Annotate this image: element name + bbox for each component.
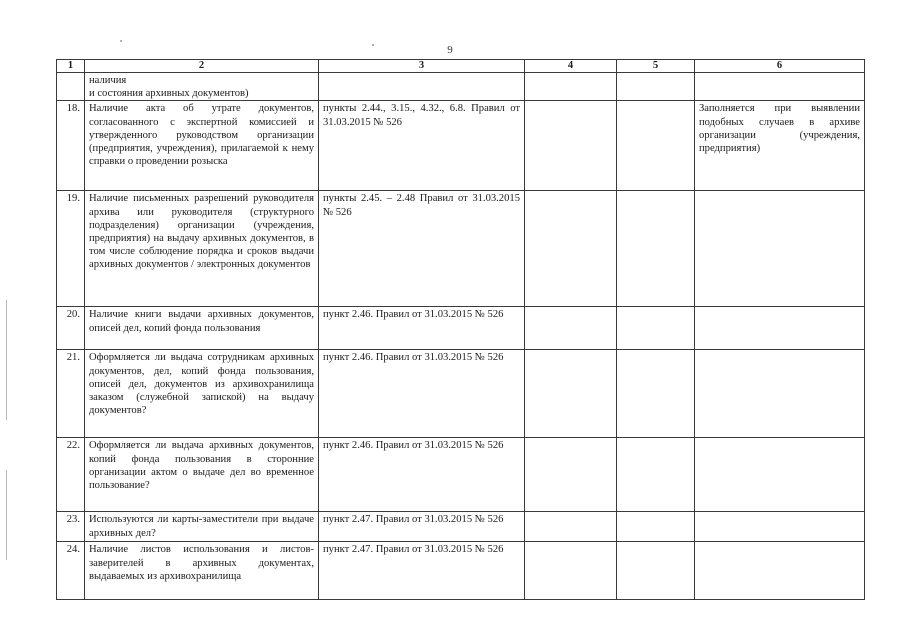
row-number	[57, 73, 85, 101]
result-cell-5	[617, 512, 695, 542]
page-number: 9	[447, 44, 453, 56]
header-row	[57, 60, 865, 73]
column-header-4: 4	[525, 60, 617, 73]
reference-cell: пункт 2.46. Правил от 31.03.2015 № 526	[319, 438, 525, 512]
result-cell-4	[525, 101, 617, 191]
row-number: 20.	[57, 307, 85, 350]
result-cell-4	[525, 512, 617, 542]
table-row	[57, 350, 865, 438]
scan-speck	[372, 44, 374, 46]
binding-edge-mark	[6, 300, 7, 420]
table-row	[57, 512, 865, 542]
result-cell-4	[525, 191, 617, 307]
requirement-cell: Оформляется ли выдача сотрудникам архивных документов, дел, копий фонда пользования, описей дел, документов из архивохранилища заказом (служебной запиской) на выдачу документов?	[85, 350, 319, 438]
requirement-cell: Наличие акта об утрате документов, согласованного с экспертной комиссией и утвержденного руководством организации (предприятия, учреждения), прилагаемой к нему справки о проведении розыска	[85, 101, 319, 191]
result-cell-5	[617, 542, 695, 600]
column-header-3: 3	[319, 60, 525, 73]
result-cell-4	[525, 73, 617, 101]
result-cell-4	[525, 438, 617, 512]
requirement-cell: Наличие листов использования и листов-заверителей в архивных документах, выдаваемых из архивохранилища	[85, 542, 319, 600]
result-cell-5	[617, 101, 695, 191]
result-cell-5	[617, 191, 695, 307]
row-number: 18.	[57, 101, 85, 191]
note-cell	[695, 438, 865, 512]
binding-edge-mark	[6, 470, 7, 560]
result-cell-5	[617, 350, 695, 438]
note-cell	[695, 73, 865, 101]
requirement-cell: Наличие письменных разрешений руководителя архива или руководителя (структурного подразделения) организации (учреждения, предприятия) на выдачу архивных документов, в том числе соблюдение порядка и сроков выдачи архивных документов / электронных документов	[85, 191, 319, 307]
scan-speck	[120, 40, 122, 42]
table-row	[57, 307, 865, 350]
note-cell	[695, 191, 865, 307]
note-cell	[695, 307, 865, 350]
result-cell-4	[525, 350, 617, 438]
reference-cell: пункт 2.46. Правил от 31.03.2015 № 526	[319, 350, 525, 438]
reference-cell	[319, 73, 525, 101]
reference-cell: пункты 2.44., 3.15., 4.32., 6.8. Правил от 31.03.2015 № 526	[319, 101, 525, 191]
result-cell-4	[525, 307, 617, 350]
row-number: 24.	[57, 542, 85, 600]
row-number: 21.	[57, 350, 85, 438]
column-header-2: 2	[85, 60, 319, 73]
column-header-5: 5	[617, 60, 695, 73]
table-row	[57, 101, 865, 191]
table-row	[57, 73, 865, 101]
row-number: 22.	[57, 438, 85, 512]
note-cell	[695, 350, 865, 438]
result-cell-4	[525, 542, 617, 600]
requirement-cell: Оформляется ли выдача архивных документов, копий фонда пользования в сторонние организации актом о выдаче дел во временное пользование?	[85, 438, 319, 512]
reference-cell: пункты 2.45. – 2.48 Правил от 31.03.2015 № 526	[319, 191, 525, 307]
result-cell-5	[617, 73, 695, 101]
table-row	[57, 438, 865, 512]
result-cell-5	[617, 438, 695, 512]
requirement-cell: Наличие книги выдачи архивных документов, описей дел, копий фонда пользования	[85, 307, 319, 350]
reference-cell: пункт 2.47. Правил от 31.03.2015 № 526	[319, 542, 525, 600]
row-number: 19.	[57, 191, 85, 307]
requirement-cell: Используются ли карты-заместители при выдаче архивных дел?	[85, 512, 319, 542]
reference-cell: пункт 2.46. Правил от 31.03.2015 № 526	[319, 307, 525, 350]
reference-cell: пункт 2.47. Правил от 31.03.2015 № 526	[319, 512, 525, 542]
result-cell-5	[617, 307, 695, 350]
row-number: 23.	[57, 512, 85, 542]
column-header-6: 6	[695, 60, 865, 73]
audit-checklist-table	[56, 59, 865, 600]
column-header-1: 1	[57, 60, 85, 73]
table-row	[57, 191, 865, 307]
table-row	[57, 542, 865, 600]
requirement-cell: наличия и состояния архивных документов)	[85, 73, 319, 101]
note-cell	[695, 542, 865, 600]
note-cell	[695, 512, 865, 542]
note-cell: Заполняется при выявлении подобных случаев в архиве организации (учреждения, предприятия)	[695, 101, 865, 191]
